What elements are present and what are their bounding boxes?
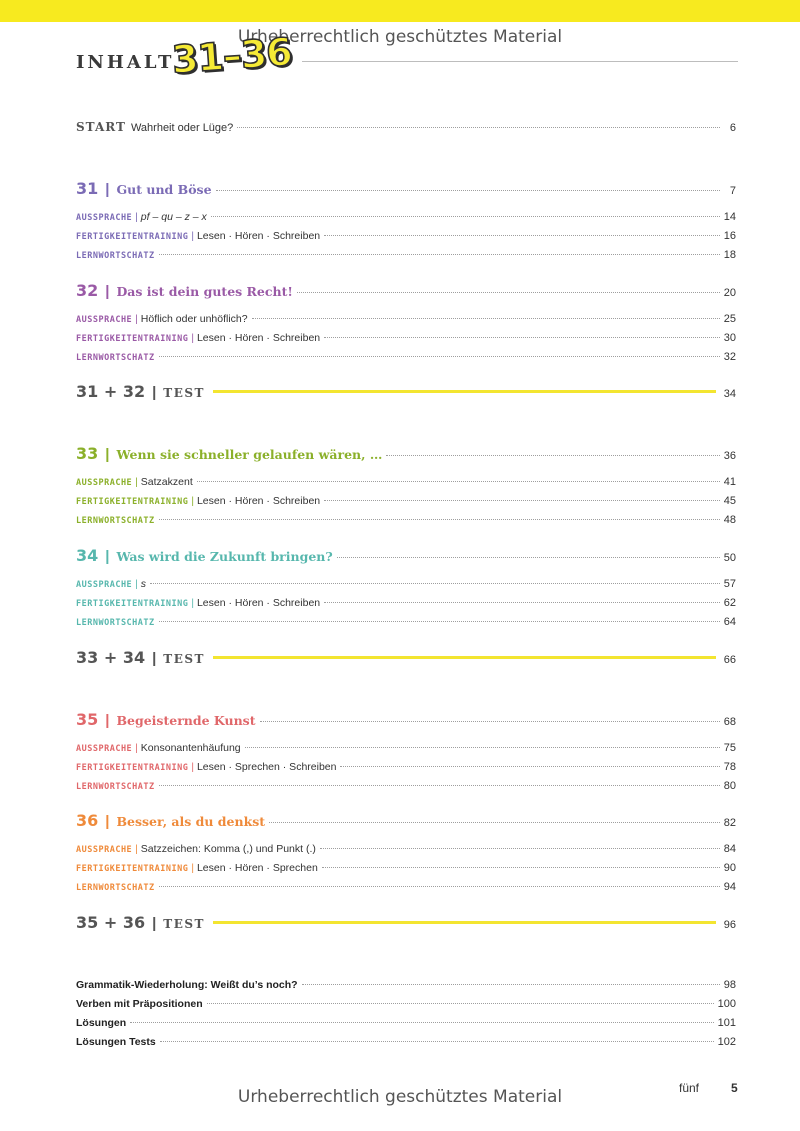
section-title: Lesen · Hören · Schreiben bbox=[196, 332, 321, 344]
dot-leader bbox=[150, 583, 720, 584]
test-number: 31 + 32 bbox=[76, 382, 146, 401]
top-color-bar bbox=[0, 0, 800, 22]
dot-leader bbox=[159, 621, 720, 622]
chapter-number: 34 bbox=[76, 546, 99, 565]
section-separator: | bbox=[191, 598, 194, 609]
section-label: FERTIGKEITENTRAINING bbox=[76, 864, 189, 874]
chapter-title: Begeisternde Kunst bbox=[116, 713, 256, 728]
page-number: 100 bbox=[717, 998, 736, 1010]
chapter-number: 35 bbox=[76, 710, 99, 729]
toc-misc-row[interactable] bbox=[76, 979, 736, 991]
page-number: 64 bbox=[723, 616, 736, 628]
chapter-separator: | bbox=[105, 813, 110, 830]
dot-leader bbox=[340, 766, 719, 767]
page-number: 7 bbox=[729, 185, 736, 197]
dot-leader bbox=[324, 602, 720, 603]
chapter-title: Besser, als du denkst bbox=[116, 814, 266, 829]
misc-title: Lösungen Tests bbox=[76, 1036, 156, 1048]
section-label: FERTIGKEITENTRAINING bbox=[76, 763, 189, 773]
toc-chapter-33[interactable] bbox=[76, 444, 736, 463]
page-number: 48 bbox=[723, 514, 736, 526]
toc-test-31-32[interactable] bbox=[76, 382, 736, 401]
test-separator: | bbox=[152, 384, 157, 401]
page-number: 36 bbox=[723, 450, 736, 462]
section-label: AUSSPRACHE bbox=[76, 478, 133, 488]
dot-leader bbox=[159, 886, 720, 887]
toc-chapter-36[interactable] bbox=[76, 811, 736, 830]
dot-leader bbox=[160, 1041, 714, 1042]
toc-subentry[interactable] bbox=[76, 881, 736, 893]
page-number: 41 bbox=[723, 476, 736, 488]
section-label: FERTIGKEITENTRAINING bbox=[76, 599, 189, 609]
test-separator: | bbox=[152, 915, 157, 932]
toc-subentry[interactable] bbox=[76, 211, 736, 223]
toc-subentry[interactable] bbox=[76, 313, 736, 325]
dot-leader bbox=[245, 747, 720, 748]
page-number: 34 bbox=[723, 388, 736, 400]
chapter-title: Wenn sie schneller gelaufen wären, … bbox=[116, 447, 383, 462]
chapter-number: 33 bbox=[76, 444, 99, 463]
section-separator: | bbox=[135, 844, 138, 855]
toc-subentry[interactable] bbox=[76, 843, 736, 855]
dot-leader bbox=[216, 190, 720, 191]
section-separator: | bbox=[135, 477, 138, 488]
section-title: Lesen · Hören · Sprechen bbox=[196, 862, 318, 874]
watermark-bottom: Urheberrechtlich geschütztes Material bbox=[237, 1087, 563, 1107]
dot-leader bbox=[322, 867, 720, 868]
dot-leader bbox=[324, 235, 720, 236]
section-title: s bbox=[140, 578, 147, 590]
page-number: 30 bbox=[723, 332, 736, 344]
section-label: LERNWORTSCHATZ bbox=[76, 618, 155, 628]
section-label: AUSSPRACHE bbox=[76, 213, 133, 223]
page-number: 94 bbox=[723, 881, 736, 893]
section-label: AUSSPRACHE bbox=[76, 744, 133, 754]
dot-leader bbox=[237, 127, 720, 128]
dot-leader bbox=[269, 822, 720, 823]
dot-leader bbox=[207, 1003, 714, 1004]
section-separator: | bbox=[135, 743, 138, 754]
toc-chapter-31[interactable] bbox=[76, 179, 736, 198]
section-title: Lesen · Sprechen · Schreiben bbox=[196, 761, 337, 773]
dot-leader bbox=[386, 455, 719, 456]
start-label: START bbox=[76, 120, 126, 134]
section-title: Konsonantenhäufung bbox=[140, 742, 241, 754]
chapter-number: 31 bbox=[76, 179, 99, 198]
section-title: Lesen · Hören · Schreiben bbox=[196, 495, 321, 507]
toc-subentry[interactable] bbox=[76, 476, 736, 488]
dot-leader bbox=[302, 984, 720, 985]
toc-test-35-36[interactable] bbox=[76, 913, 736, 932]
section-title: Lesen · Hören · Schreiben bbox=[196, 597, 321, 609]
chapter-title: Was wird die Zukunft bringen? bbox=[116, 549, 333, 564]
section-label: FERTIGKEITENTRAINING bbox=[76, 232, 189, 242]
section-separator: | bbox=[191, 762, 194, 773]
toc-subentry[interactable] bbox=[76, 761, 736, 773]
toc-chapter-35[interactable] bbox=[76, 710, 736, 729]
footer-page-word: fünf bbox=[679, 1081, 700, 1095]
test-yellow-rule bbox=[213, 921, 716, 924]
section-title: Höflich oder unhöflich? bbox=[140, 313, 248, 325]
page-number: 18 bbox=[723, 249, 736, 261]
dot-leader bbox=[159, 254, 720, 255]
dot-leader bbox=[324, 500, 720, 501]
section-label: LERNWORTSCHATZ bbox=[76, 782, 155, 792]
page-number: 78 bbox=[723, 761, 736, 773]
toc-subentry[interactable] bbox=[76, 578, 736, 590]
chapter-separator: | bbox=[105, 446, 110, 463]
section-separator: | bbox=[135, 212, 138, 223]
dot-leader bbox=[297, 292, 720, 293]
page-number: 20 bbox=[723, 287, 736, 299]
chapter-separator: | bbox=[105, 712, 110, 729]
dot-leader bbox=[320, 848, 720, 849]
test-yellow-rule bbox=[213, 390, 716, 393]
chapter-number: 32 bbox=[76, 281, 99, 300]
toc-subentry[interactable] bbox=[76, 597, 736, 609]
section-separator: | bbox=[191, 863, 194, 874]
dot-leader bbox=[260, 721, 720, 722]
test-number: 33 + 34 bbox=[76, 648, 146, 667]
toc-subentry[interactable] bbox=[76, 742, 736, 754]
page-number: 80 bbox=[723, 780, 736, 792]
toc-test-33-34[interactable] bbox=[76, 648, 736, 667]
toc-subentry[interactable] bbox=[76, 862, 736, 874]
dot-leader bbox=[252, 318, 720, 319]
dot-leader bbox=[197, 481, 720, 482]
section-label: FERTIGKEITENTRAINING bbox=[76, 334, 189, 344]
section-title: pf – qu – z – x bbox=[140, 211, 207, 223]
page-number: 101 bbox=[717, 1017, 736, 1029]
toc-subentry[interactable] bbox=[76, 351, 736, 363]
start-title: Wahrheit oder Lüge? bbox=[130, 122, 234, 134]
toc-subentry[interactable] bbox=[76, 780, 736, 792]
toc-subentry[interactable] bbox=[76, 514, 736, 526]
section-separator: | bbox=[191, 231, 194, 242]
page-number: 82 bbox=[723, 817, 736, 829]
page-number: 102 bbox=[717, 1036, 736, 1048]
test-number: 35 + 36 bbox=[76, 913, 146, 932]
dot-leader bbox=[324, 337, 720, 338]
section-label: LERNWORTSCHATZ bbox=[76, 353, 155, 363]
page-number: 57 bbox=[723, 578, 736, 590]
section-label: LERNWORTSCHATZ bbox=[76, 883, 155, 893]
chapter-title: Gut und Böse bbox=[116, 182, 212, 197]
test-label: TEST bbox=[163, 917, 205, 931]
page-number: 25 bbox=[723, 313, 736, 325]
page-number: 50 bbox=[723, 552, 736, 564]
toc-subentry[interactable] bbox=[76, 616, 736, 628]
page-number: 84 bbox=[723, 843, 736, 855]
test-label: TEST bbox=[163, 386, 205, 400]
toc-start-row[interactable] bbox=[76, 120, 736, 134]
dot-leader bbox=[159, 785, 720, 786]
section-title: Satzakzent bbox=[140, 476, 193, 488]
section-separator: | bbox=[135, 314, 138, 325]
page-number: 45 bbox=[723, 495, 736, 507]
dot-leader bbox=[159, 519, 720, 520]
header-rule bbox=[302, 61, 738, 62]
dot-leader bbox=[337, 557, 720, 558]
toc-chapter-32[interactable] bbox=[76, 281, 736, 300]
page-number: 14 bbox=[723, 211, 736, 223]
footer-page-number: 5 bbox=[731, 1081, 738, 1095]
toc-subentry[interactable] bbox=[76, 249, 736, 261]
section-label: LERNWORTSCHATZ bbox=[76, 516, 155, 526]
section-separator: | bbox=[191, 333, 194, 344]
section-label: LERNWORTSCHATZ bbox=[76, 251, 155, 261]
toc-subentry[interactable] bbox=[76, 495, 736, 507]
dot-leader bbox=[159, 356, 720, 357]
misc-title: Grammatik-Wiederholung: Weißt du’s noch? bbox=[76, 979, 298, 991]
page-number: 68 bbox=[723, 716, 736, 728]
chapter-number: 36 bbox=[76, 811, 99, 830]
section-label: AUSSPRACHE bbox=[76, 845, 133, 855]
toc-misc-row[interactable] bbox=[76, 1036, 736, 1048]
section-separator: | bbox=[135, 579, 138, 590]
misc-title: Verben mit Präpositionen bbox=[76, 998, 203, 1010]
chapter-separator: | bbox=[105, 283, 110, 300]
chapter-title: Das ist dein gutes Recht! bbox=[116, 284, 293, 299]
page-number: 62 bbox=[723, 597, 736, 609]
page-number: 98 bbox=[723, 979, 736, 991]
section-label: FERTIGKEITENTRAINING bbox=[76, 497, 189, 507]
section-separator: | bbox=[191, 496, 194, 507]
watermark-top: Urheberrechtlich geschütztes Material bbox=[237, 27, 563, 47]
section-title: Satzzeichen: Komma (,) und Punkt (.) bbox=[140, 843, 316, 855]
page-number: 32 bbox=[723, 351, 736, 363]
page-number: 75 bbox=[723, 742, 736, 754]
test-separator: | bbox=[152, 650, 157, 667]
section-label: AUSSPRACHE bbox=[76, 580, 133, 590]
chapter-separator: | bbox=[105, 548, 110, 565]
contents-heading: INHALT bbox=[76, 52, 175, 73]
contents-range: 31–36 bbox=[170, 29, 294, 82]
page-number: 96 bbox=[723, 919, 736, 931]
dot-leader bbox=[130, 1022, 713, 1023]
misc-title: Lösungen bbox=[76, 1017, 127, 1029]
chapter-separator: | bbox=[105, 181, 110, 198]
page-number: 66 bbox=[723, 654, 736, 666]
toc-chapter-34[interactable] bbox=[76, 546, 736, 565]
toc-misc-row[interactable] bbox=[76, 1017, 736, 1029]
section-title: Lesen · Hören · Schreiben bbox=[196, 230, 321, 242]
page-number: 90 bbox=[723, 862, 736, 874]
test-yellow-rule bbox=[213, 656, 716, 659]
section-label: AUSSPRACHE bbox=[76, 315, 133, 325]
test-label: TEST bbox=[163, 652, 205, 666]
page-number: 6 bbox=[729, 122, 736, 134]
toc-misc-row[interactable] bbox=[76, 998, 736, 1010]
page-number: 16 bbox=[723, 230, 736, 242]
dot-leader bbox=[211, 216, 720, 217]
toc-subentry[interactable] bbox=[76, 332, 736, 344]
toc-subentry[interactable] bbox=[76, 230, 736, 242]
